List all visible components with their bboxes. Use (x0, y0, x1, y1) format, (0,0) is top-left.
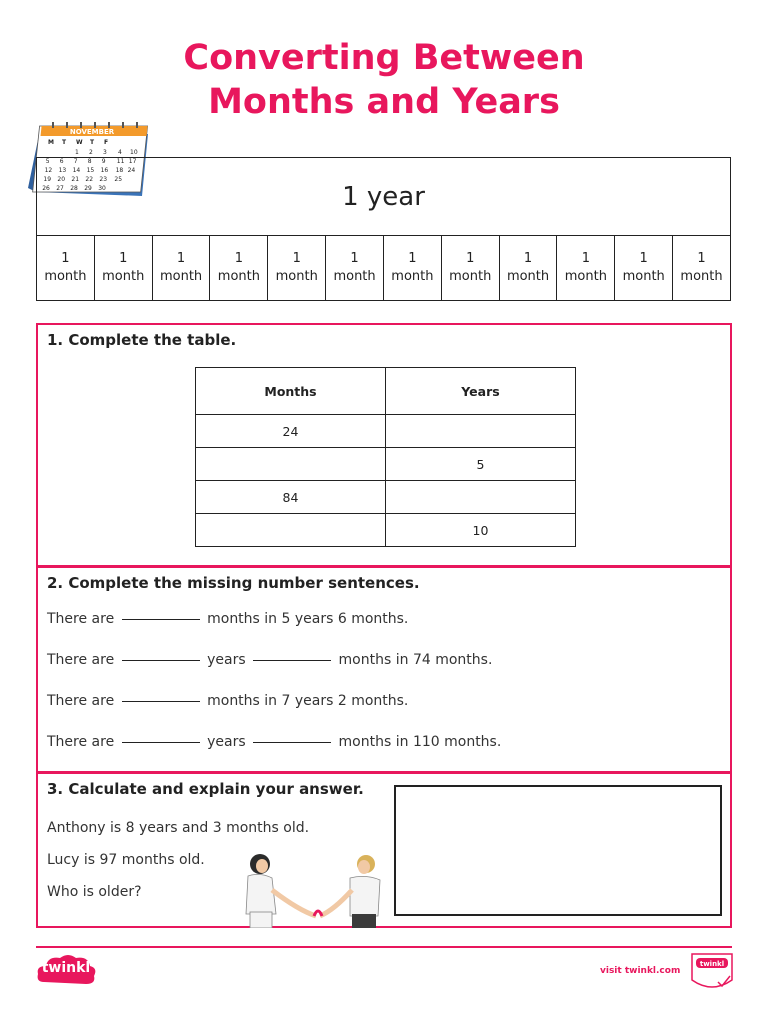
month-cell (268, 236, 326, 300)
sentence-4 (47, 734, 501, 750)
visit-link[interactable]: visit twinkl.com (600, 966, 681, 976)
table-row (196, 514, 576, 547)
question-3-line-2: Lucy is 97 months old. (47, 852, 205, 868)
sentence-text: months in 7 years 2 months. (207, 693, 409, 709)
answer-blank[interactable] (122, 742, 200, 743)
month-unit: month (391, 269, 434, 284)
quality-badge-icon (688, 950, 736, 992)
month-cell (500, 236, 558, 300)
question-1-section (36, 323, 732, 567)
calendar-date: 15 (86, 167, 95, 174)
answer-box[interactable] (394, 785, 722, 916)
month-cell (442, 236, 500, 300)
months-row (36, 235, 731, 301)
month-cell (384, 236, 442, 300)
title-line-2: Months and Years (208, 82, 560, 122)
calendar-date: 1 (75, 149, 79, 156)
calendar-date: 14 (72, 167, 81, 174)
calendar-month-label: NOVEMBER (69, 128, 115, 136)
calendar-date: 13 (58, 167, 67, 174)
months-column-header: Months (196, 368, 386, 415)
months-cell[interactable]: 24 (196, 415, 386, 448)
title-line-1: Converting Between (183, 38, 585, 78)
calendar-date: 3 (103, 149, 107, 156)
calendar-date: 23 (99, 176, 108, 183)
question-1-heading: 1. Complete the table. (47, 331, 237, 349)
sentence-text: years (207, 652, 246, 668)
children-illustration (238, 854, 388, 928)
month-number: 1 (350, 251, 359, 266)
month-cell (673, 236, 730, 300)
question-3-line-3: Who is older? (47, 884, 142, 900)
month-unit: month (680, 269, 723, 284)
answer-blank[interactable] (122, 660, 200, 661)
years-cell[interactable] (386, 415, 576, 448)
month-unit: month (449, 269, 492, 284)
calendar-date: 29 (84, 185, 92, 192)
calendar-date: 11 (116, 158, 125, 165)
answer-blank[interactable] (122, 619, 200, 620)
month-number: 1 (697, 251, 706, 266)
month-cell (210, 236, 268, 300)
sentence-text: There are (47, 734, 115, 750)
month-number: 1 (523, 251, 533, 266)
month-unit: month (217, 269, 260, 284)
sentence-text: There are (47, 652, 115, 668)
month-unit: month (564, 269, 607, 284)
month-cell (326, 236, 384, 300)
month-number: 1 (466, 251, 475, 266)
calendar-day-header: W (76, 139, 83, 146)
sentence-1 (47, 611, 408, 627)
sentence-text: months in 110 months. (338, 734, 502, 750)
calendar-date: 28 (70, 185, 78, 192)
month-number: 1 (408, 251, 417, 266)
sentence-text: years (207, 734, 246, 750)
month-cell (153, 236, 211, 300)
month-unit: month (44, 269, 87, 284)
twinkl-logo[interactable] (34, 952, 98, 990)
calendar-date: 16 (100, 167, 109, 174)
calendar-date: 30 (98, 185, 106, 192)
calendar-day-header: M (48, 139, 54, 146)
question-2-heading: 2. Complete the missing number sentences. (47, 574, 420, 592)
sentence-2 (47, 652, 492, 668)
month-unit: month (506, 269, 550, 284)
calendar-date: 2 (89, 149, 93, 156)
logo-text: twinkl (41, 960, 91, 976)
month-number: 1 (61, 251, 70, 266)
month-number: 1 (234, 251, 244, 266)
calendar-date: 18 (115, 167, 124, 174)
calendar-date: 27 (56, 185, 64, 192)
years-column-header: Years (386, 368, 576, 415)
calendar-date: 6 (59, 158, 64, 165)
calendar-date: 24 (127, 167, 136, 174)
calendar-day-header: T (62, 139, 67, 146)
month-unit: month (159, 269, 203, 284)
answer-blank[interactable] (253, 742, 331, 743)
years-cell[interactable]: 10 (386, 514, 576, 547)
badge-text: twinkl (699, 960, 725, 968)
calendar-date: 7 (73, 158, 78, 165)
table-row (196, 415, 576, 448)
sentence-text: There are (47, 693, 115, 709)
sentence-3 (47, 693, 408, 709)
conversion-table (195, 367, 576, 547)
question-3-section (36, 772, 732, 928)
years-cell[interactable] (386, 481, 576, 514)
sentence-text: months in 74 months. (338, 652, 493, 668)
question-3-line-1: Anthony is 8 years and 3 months old. (47, 820, 310, 836)
month-unit: month (622, 269, 665, 284)
month-cell (95, 236, 153, 300)
question-3-heading: 3. Calculate and explain your answer. (47, 780, 364, 798)
month-number: 1 (176, 251, 186, 266)
calendar-date: 10 (130, 149, 138, 156)
calendar-date: 5 (45, 158, 50, 165)
month-unit: month (102, 269, 145, 284)
calendar-day-header: F (104, 139, 109, 146)
calendar-date: 21 (71, 176, 80, 183)
months-cell[interactable] (196, 514, 386, 547)
year-label: 1 year (342, 181, 425, 212)
year-bar (36, 157, 731, 235)
table-row (196, 448, 576, 481)
months-cell[interactable]: 84 (196, 481, 386, 514)
calendar-date: 4 (118, 149, 122, 156)
calendar-date: 17 (128, 158, 137, 165)
calendar-date: 19 (43, 176, 52, 183)
calendar-date: 25 (114, 176, 123, 183)
calendar-date: 9 (101, 158, 106, 165)
answer-blank[interactable] (253, 660, 331, 661)
sentence-text: There are (47, 611, 115, 627)
calendar-day-header: T (90, 139, 95, 146)
month-number: 1 (639, 251, 648, 266)
calendar-date: 22 (85, 176, 94, 183)
month-number: 1 (119, 251, 128, 266)
page-title (0, 36, 768, 124)
month-cell (37, 236, 95, 300)
month-cell (615, 236, 673, 300)
question-2-section (36, 566, 732, 773)
month-number: 1 (581, 251, 590, 266)
calendar-date: 12 (44, 167, 53, 174)
months-cell[interactable] (196, 448, 386, 481)
calendar-date: 26 (42, 185, 50, 192)
month-number: 1 (292, 251, 301, 266)
table-row (196, 481, 576, 514)
answer-blank[interactable] (122, 701, 200, 702)
month-unit: month (333, 269, 376, 284)
month-cell (557, 236, 615, 300)
calendar-date: 8 (87, 158, 92, 165)
calendar-date: 20 (57, 176, 66, 183)
sentence-text: months in 5 years 6 months. (207, 611, 409, 627)
footer-divider (36, 946, 732, 948)
month-unit: month (275, 269, 318, 284)
years-cell[interactable]: 5 (386, 448, 576, 481)
